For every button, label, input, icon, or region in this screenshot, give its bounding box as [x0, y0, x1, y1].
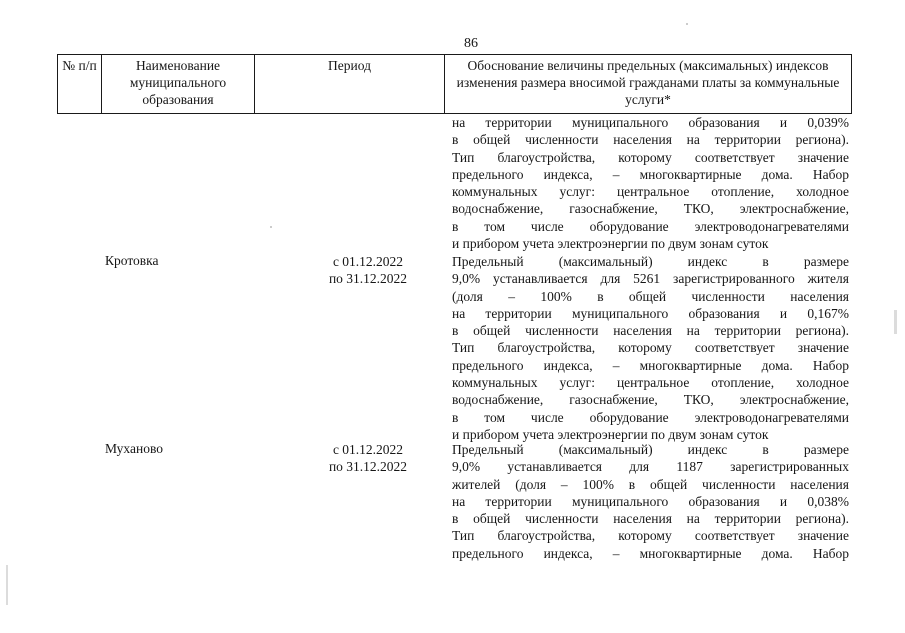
- municipality-name: Кротовка: [105, 253, 159, 268]
- table-header: [57, 54, 852, 114]
- page-number: 86: [464, 36, 478, 51]
- continuation-text: [452, 114, 849, 252]
- period: [320, 253, 416, 288]
- text-line: коммунальных услуг: центральное отопление, холодное: [452, 375, 849, 391]
- period-start: с 01.12.2022: [332, 442, 404, 457]
- text-line: Тип благоустройства, которому соответствует значение: [452, 528, 849, 544]
- header-col-name: Наименование муниципального образования: [102, 55, 255, 113]
- text-line: жителей (доля – 100% в общей численности населения: [452, 476, 849, 492]
- header-col-number: № п/п: [58, 55, 102, 113]
- text-line: в общей численности населения на территории региона).: [452, 511, 849, 527]
- text-line: предельного индекса, – многоквартирные дома. Набор: [452, 545, 849, 561]
- text-line: Предельный (максимальный) индекс в размере: [452, 254, 849, 269]
- period-end: по 31.12.2022: [328, 459, 408, 475]
- scan-artifact: [6, 565, 8, 605]
- text-line: коммунальных услуг: центральное отопление, холодное: [452, 184, 849, 200]
- text-line: в общей численности населения на территории региона).: [452, 132, 849, 148]
- text-line: и прибором учета электроэнергии по двум зонам суток: [452, 236, 769, 252]
- scan-artifact: [894, 310, 897, 334]
- text-line: в том числе оборудование электроводонагревателями: [452, 218, 849, 234]
- text-line: на территории муниципального образования и 0,038%: [452, 493, 849, 509]
- text-line: водоснабжение, газоснабжение, ТКО, электроснабжение,: [452, 392, 849, 408]
- scan-artifact: [686, 23, 688, 25]
- period-start: с 01.12.2022: [332, 254, 404, 269]
- text-line: Тип благоустройства, которому соответствует значение: [452, 340, 849, 356]
- text-line: 9,0% устанавливается для 5261 зарегистрированного жителя: [452, 271, 849, 287]
- text-line: на территории муниципального образования и 0,167%: [452, 305, 849, 321]
- text-line: предельного индекса, – многоквартирные дома. Набор: [452, 357, 849, 373]
- scan-artifact: [270, 226, 272, 228]
- text-line: (доля – 100% в общей численности населения: [452, 288, 849, 304]
- text-line: в том числе оборудование электроводонагревателями: [452, 409, 849, 425]
- text-line: и прибором учета электроэнергии по двум зонам суток: [452, 426, 769, 442]
- basis-text: [452, 253, 849, 443]
- text-line: предельного индекса, – многоквартирные дома. Набор: [452, 166, 849, 182]
- text-line: на территории муниципального образования и 0,039%: [452, 115, 849, 130]
- text-line: в общей численности населения на территории региона).: [452, 323, 849, 339]
- text-line: водоснабжение, газоснабжение, ТКО, электроснабжение,: [452, 201, 849, 217]
- text-line: 9,0% устанавливается для 1187 зарегистрированных: [452, 459, 849, 475]
- basis-text: [452, 441, 849, 562]
- period-end: по 31.12.2022: [328, 271, 408, 287]
- municipality-name: Муханово: [105, 441, 163, 456]
- header-col-period: Период: [255, 55, 445, 113]
- period: [320, 441, 416, 476]
- header-col-basis: Обоснование величины предельных (максимальных) индексов изменения размера вносимой гражданами платы за коммунальные услуги*: [456, 58, 840, 107]
- text-line: Тип благоустройства, которому соответствует значение: [452, 149, 849, 165]
- text-line: Предельный (максимальный) индекс в размере: [452, 442, 849, 457]
